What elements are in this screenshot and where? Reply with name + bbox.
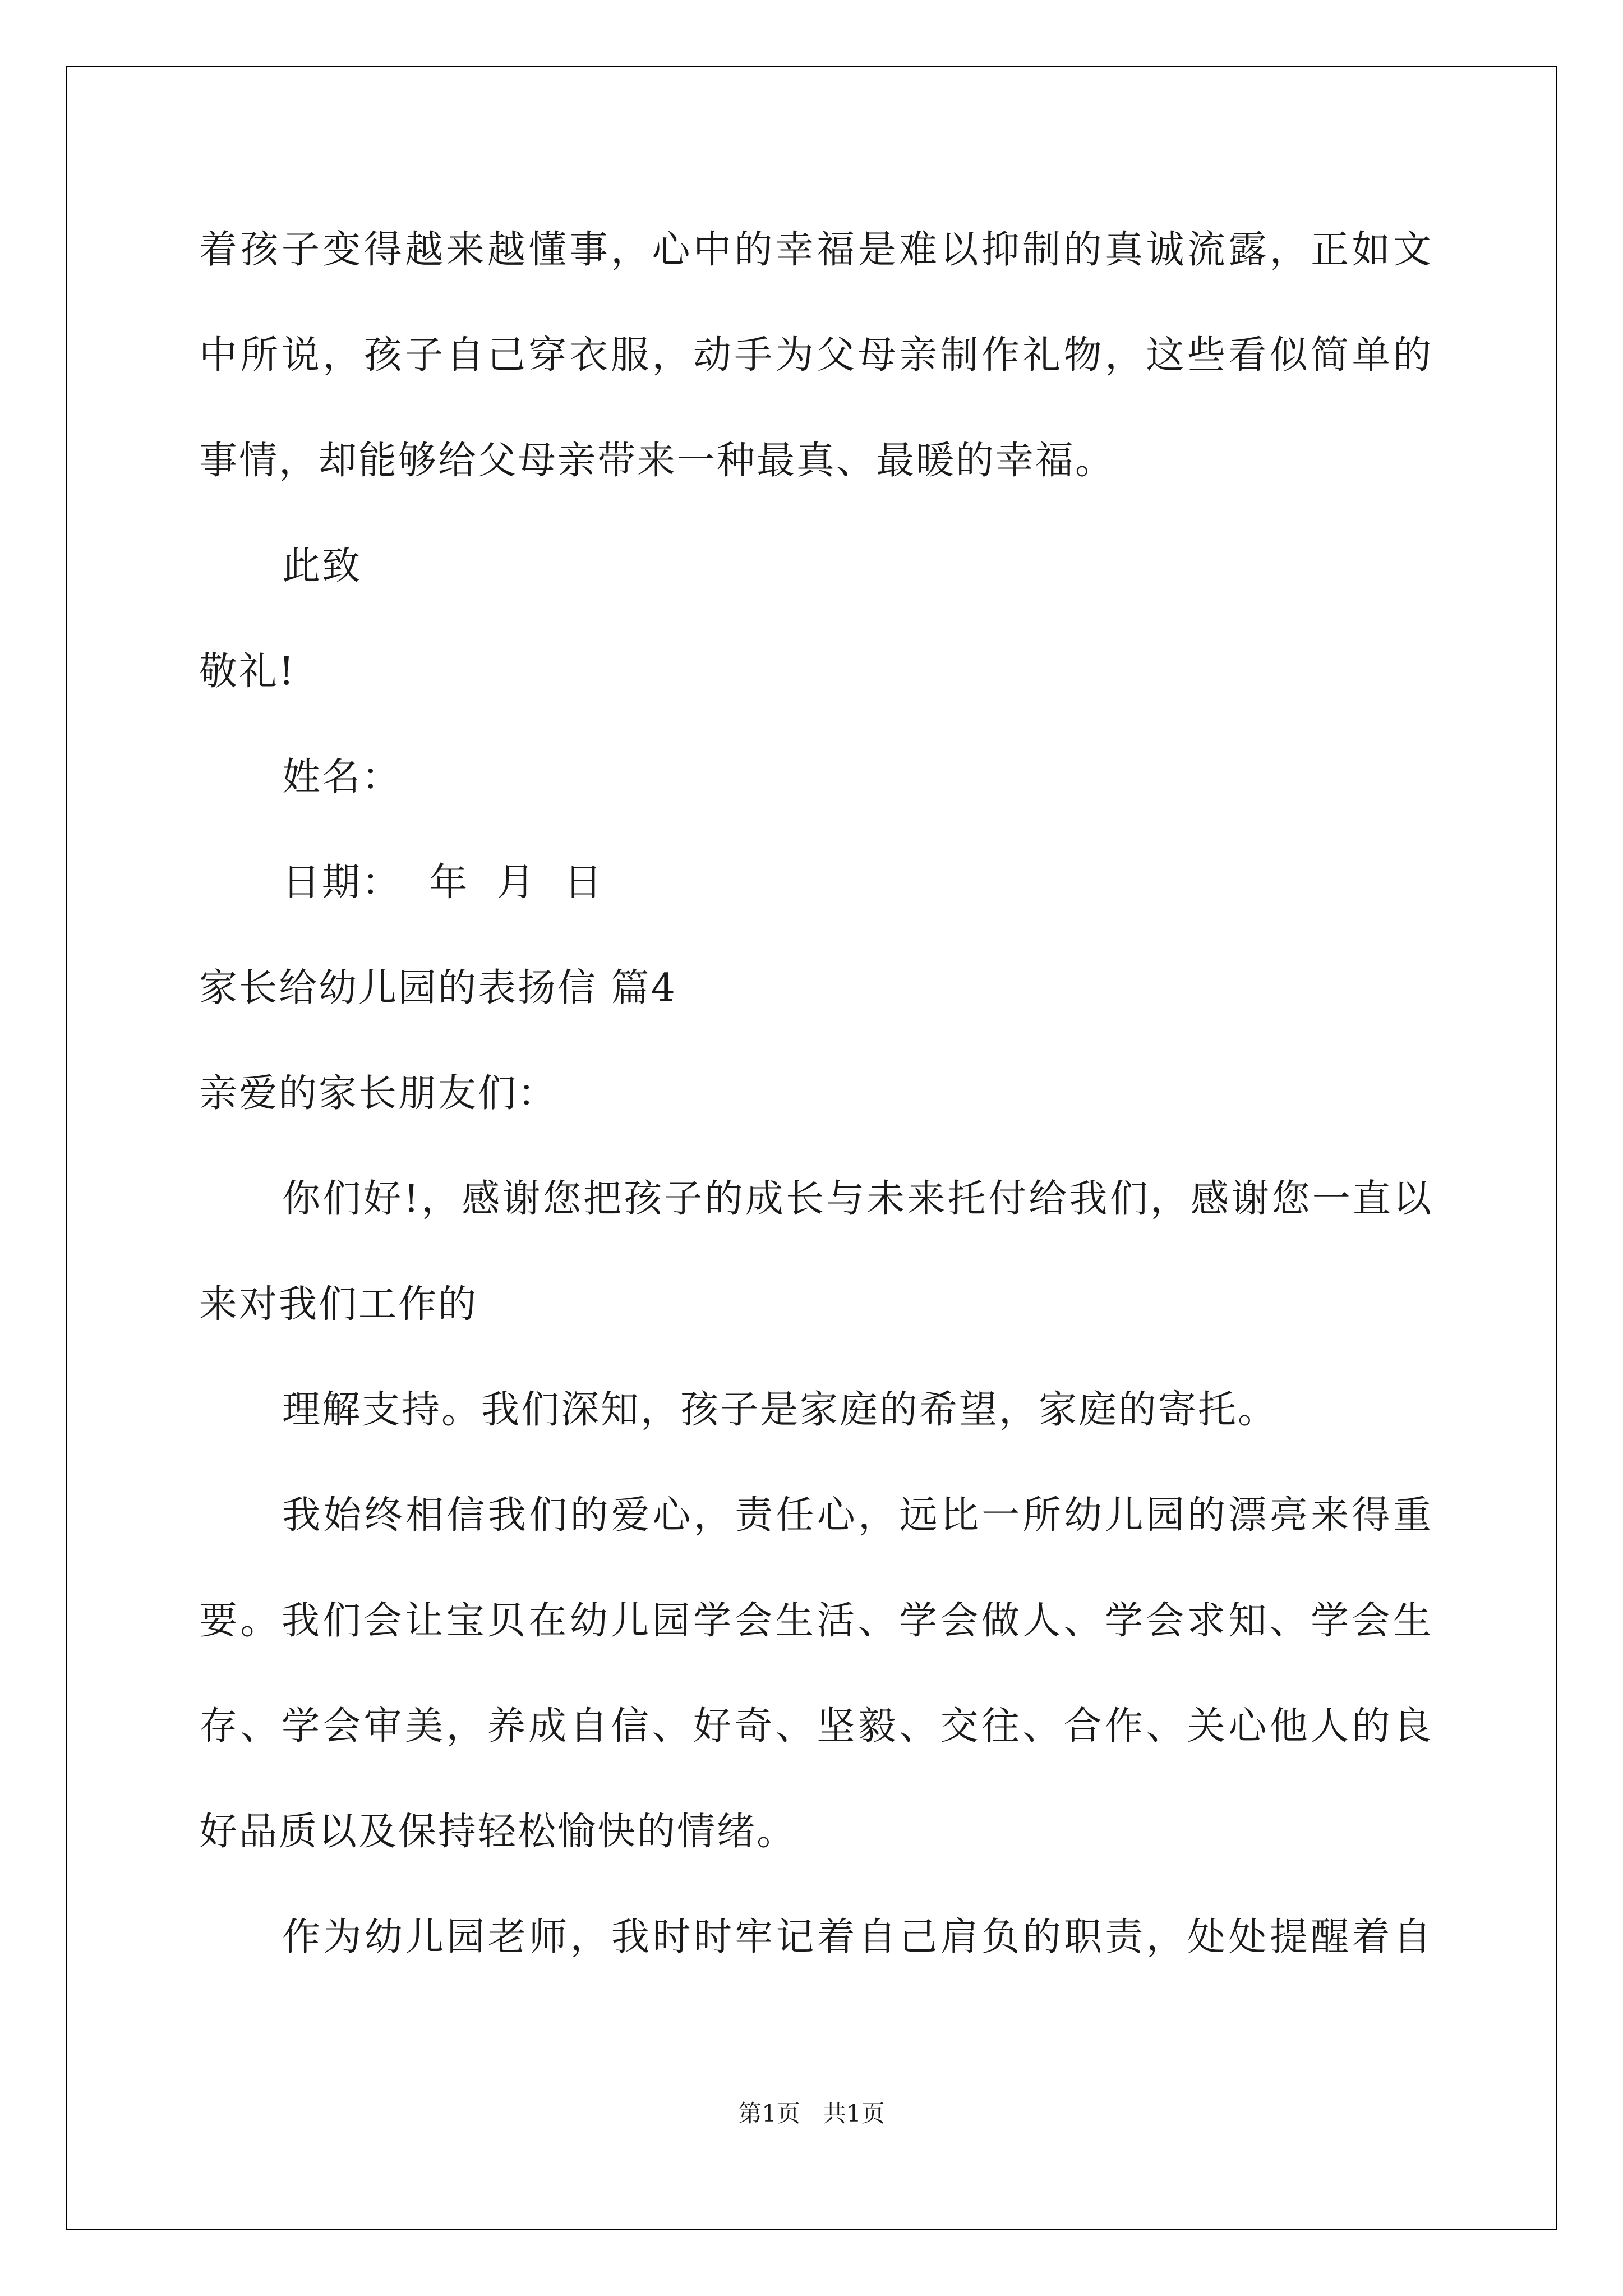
body-text-line: 存、学会审美，养成自信、好奇、坚毅、交往、合作、关心他人的良 — [199, 1704, 1433, 1749]
section-heading: 家长给幼儿园的表扬信 篇4 — [199, 966, 677, 1010]
signature-date-field: 日期： 年 月 日 — [282, 861, 604, 905]
body-text-line: 理解支持。我们深知，孩子是家庭的希望，家庭的寄托。 — [282, 1388, 1278, 1432]
body-text-line: 你们好!，感谢您把孩子的成长与未来托付给我们，感谢您一直以 — [282, 1177, 1433, 1221]
closing-regards: 敬礼! — [199, 650, 296, 694]
letter-greeting: 亲爱的家长朋友们： — [199, 1071, 558, 1116]
body-text-line: 好品质以及保持轻松愉快的情绪。 — [199, 1810, 797, 1854]
signature-name-field: 姓名： — [282, 755, 402, 799]
closing-salutation: 此致 — [282, 544, 362, 588]
body-text-line: 事情，却能够给父母亲带来一种最真、最暖的幸福。 — [199, 439, 1115, 483]
body-text-line: 着孩子变得越来越懂事，心中的幸福是难以抑制的真诚流露，正如文 — [199, 228, 1433, 272]
page-border — [66, 66, 1557, 2230]
body-text-line: 要。我们会让宝贝在幼儿园学会生活、学会做人、学会求知、学会生 — [199, 1599, 1433, 1643]
body-text-line: 作为幼儿园老师，我时时牢记着自己肩负的职责，处处提醒着自 — [282, 1915, 1433, 1959]
body-text-line: 中所说，孩子自己穿衣服，动手为父母亲制作礼物，这些看似简单的 — [199, 333, 1433, 378]
page-number-footer: 第1页 共1页 — [738, 2100, 885, 2127]
body-text-line: 来对我们工作的 — [199, 1282, 478, 1327]
body-text-line: 我始终相信我们的爱心，责任心，远比一所幼儿园的漂亮来得重 — [282, 1493, 1433, 1538]
